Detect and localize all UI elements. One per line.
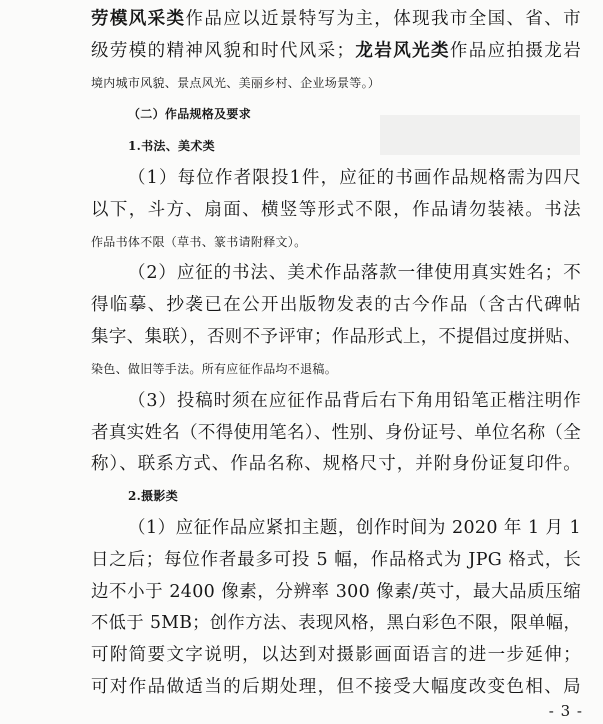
photography-rule-1-line-1: （1）应征作品应紧扣主题，创作时间为 2020 年 1 月 1 [128,518,581,538]
photography-rule-1-line-3: 边不小于 2400 像素，分辨率 300 像素/英寸，最大品质压缩 [91,582,581,602]
category-text: 级劳模的精神风貌和时代风采； [91,41,355,61]
calligraphy-rule-3-line-1: （3）投稿时须在应征作品背后右下角用铅笔正楷注明作 [128,391,581,411]
photography-rule-1-line-6: 可对作品做适当的后期处理，但不接受大幅度改变色相、局 [91,677,581,697]
photography-rule-1-line-2: 日之后；每位作者最多可投 5 幅，作品格式为 JPG 格式，长 [91,550,581,570]
calligraphy-rule-1-line-2: 以下，斗方、扇面、横竖等形式不限，作品请勿装裱。书法 [91,200,581,220]
category-text: 作品应以近景特写为主，体现我市全国、省、市 [185,9,581,29]
photography-rule-1-line-4: 不低于 5MB；创作方法、表现风格，黑白彩色不限，限单幅， [91,613,581,633]
para-category-line-3: 境内城市风貌、景点风光、美丽乡村、企业场景等。） [91,76,381,90]
calligraphy-rule-2-line-2: 得临摹、抄袭已在公开出版物发表的古今作品（含古代碑帖 [91,295,581,315]
subsection-heading-photography: 2.摄影类 [128,489,179,503]
calligraphy-rule-1-line-3: 作品书体不限（草书、篆书请附释文）。 [91,235,307,249]
section-heading-specs: （二）作品规格及要求 [128,107,252,121]
subsection-heading-calligraphy: 1.书法、美术类 [128,139,215,153]
page-number: - 3 - [548,702,583,720]
category-label-longyan-scenery: 龙岩风光类 [354,41,450,61]
calligraphy-rule-3-line-2: 者真实姓名（不得使用笔名）、性别、身份证号、单位名称（全 [91,423,581,443]
calligraphy-rule-2-line-3: 集字、集联），否则不予评审；作品形式上，不提倡过度拼贴、 [91,327,581,347]
category-label-model-worker: 劳模风采类 [91,9,186,29]
calligraphy-rule-1-line-1: （1）每位作者限投1件，应征的书画作品规格需为四尺 [128,168,581,188]
para-category-line-2 [91,38,581,64]
para-category-line-1 [91,6,581,32]
calligraphy-rule-2-line-1: （2）应征的书法、美术作品落款一律使用真实姓名；不 [128,263,581,283]
category-text: 作品应拍摄龙岩 [449,41,581,61]
calligraphy-rule-3-line-3: 称）、联系方式、作品名称、规格尺寸，并附身份证复印件。 [91,454,581,474]
photography-rule-1-line-5: 可附简要文字说明，以达到对摄影画面语言的进一步延伸； [91,645,581,665]
calligraphy-rule-2-line-4: 染色、做旧等手法。所有应征作品均不退稿。 [91,362,338,376]
